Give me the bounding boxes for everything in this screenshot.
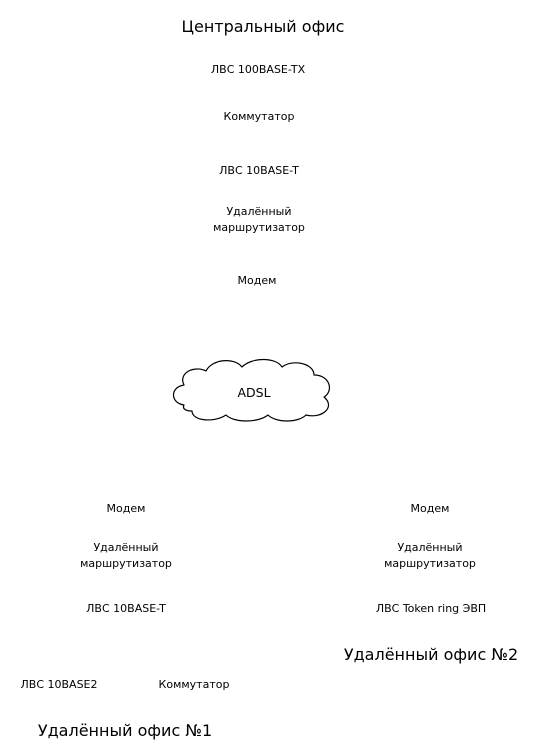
remote1-lan-10base2-label: ЛВС 10BASE2 [20,678,98,691]
remote-office-1-title: Удалённый офис №1 [37,721,213,740]
remote1-modem-label: Модем [106,502,146,515]
central-lan-10baset-label: ЛВС 10BASE-T [219,164,299,177]
central-modem-label: Модем [237,274,277,287]
central-switch-label: Коммутатор [223,110,295,123]
adsl-label: ADSL [237,385,271,400]
central-router-label: Удалённый маршрутизатор [213,205,305,234]
remote2-lan-tokenring-label: ЛВС Token ring ЭВП [375,602,487,615]
remote2-router-label: Удалённый маршрутизатор [384,541,476,570]
remote-office-2-title: Удалённый офис №2 [343,645,519,664]
remote1-lan-10baset-label: ЛВС 10BASE-T [86,602,166,615]
remote2-modem-label: Модем [410,502,450,515]
central-lan-100basetx-label: ЛВС 100BASE-TX [210,63,306,76]
remote1-switch-label: Коммутатор [158,678,230,691]
remote1-router-label: Удалённый маршрутизатор [80,541,172,570]
central-office-title: Центральный офис [181,17,345,36]
